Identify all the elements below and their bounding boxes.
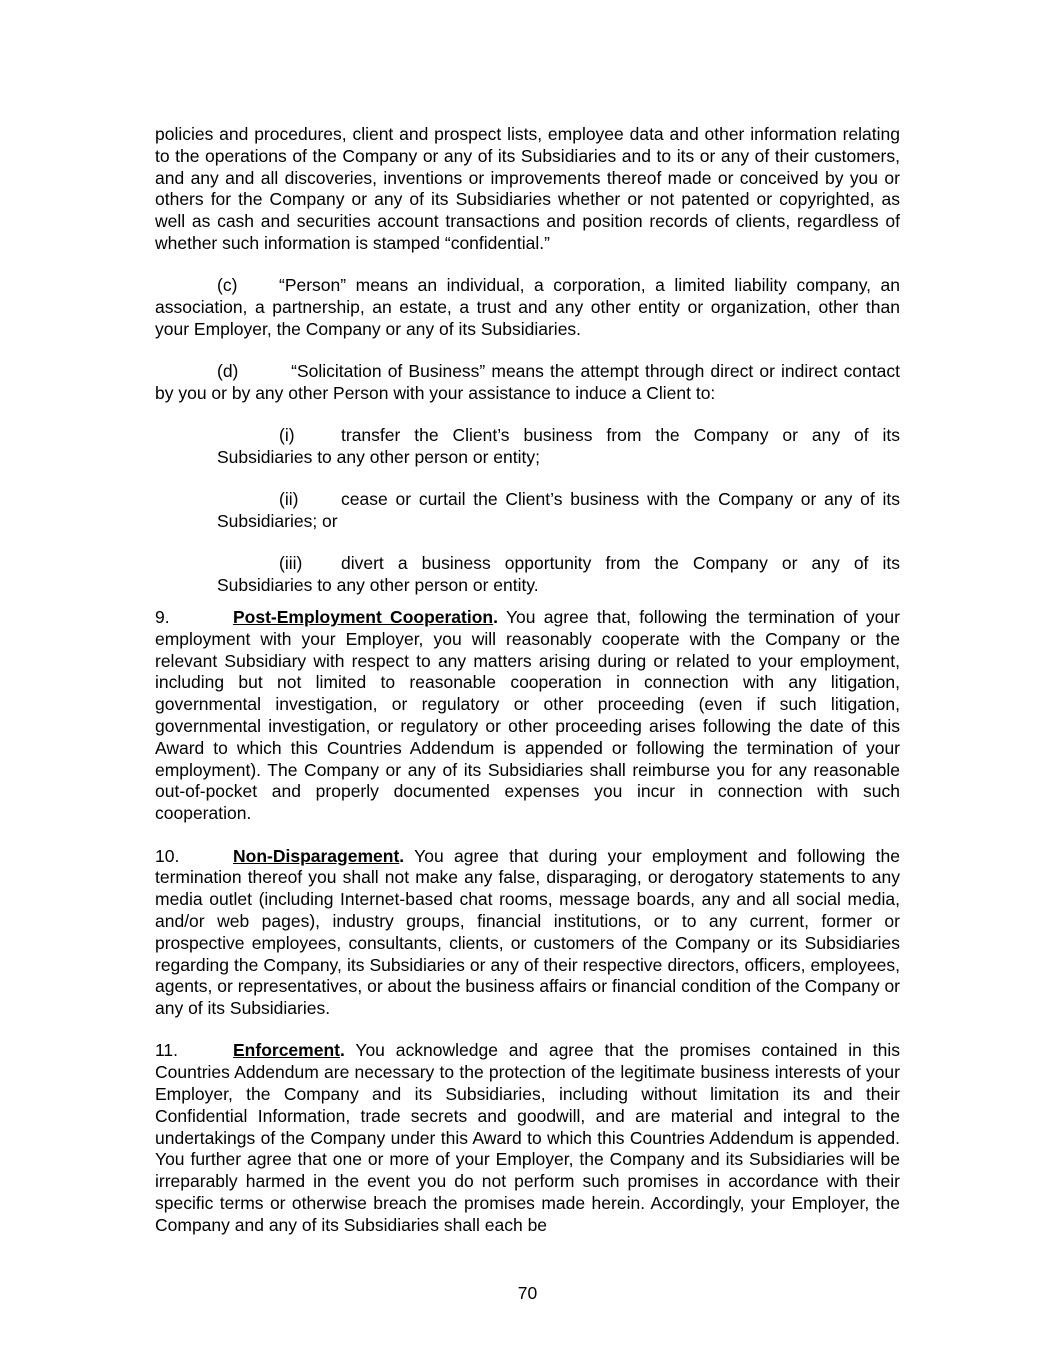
clause-ii xyxy=(217,489,900,533)
page-number: 70 xyxy=(517,1283,538,1303)
section-9-text: You agree that, following the termination of your employment with your Employer, you will reasonably cooperate with the Company or the relevant Subsidiary with respect to any matters arising during or related to your employment, including but not limited to reasonable cooperation in connection with any litigation, governmental investigation, or regulatory or other proceeding (even if such litigation, governmental investigation, or regulatory or other proceeding arises following the date of this Award to which this Countries Addendum is appended or following the termination of your employment). The Company or any of its Subsidiaries shall reimburse you for any reasonable out-of-pocket and properly documented expenses you incur in connection with such cooperation. xyxy=(155,607,900,824)
section-9 xyxy=(155,607,900,825)
section-11-heading-period: . xyxy=(339,1040,345,1061)
clause-i-text: transfer the Client’s business from the Company or any of its Subsidiaries to any other person or entity; xyxy=(217,425,900,468)
paragraph-continued: policies and procedures, client and prospect lists, employee data and other information relating to the operations of the Company or any of its Subsidiaries and to its or any of their customers, and any and all discoveries, inventions or improvements thereof made or conceived by you or others for the Company or any of its Subsidiaries whether or not patented or copyrighted, as well as cash and securities account transactions and position records of clients, regardless of whether such information is stamped “confidential.” xyxy=(155,124,900,253)
section-10-heading-period: . xyxy=(399,845,405,866)
definition-d xyxy=(155,361,900,405)
clause-i-label: (i) xyxy=(279,425,295,446)
section-9-heading: Post-Employment Cooperation xyxy=(233,607,494,628)
definition-d-label: (d) xyxy=(217,361,239,382)
section-11-text: You acknowledge and agree that the promises contained in this Countries Addendum are necessary to the protection of the legitimate business interests of your Employer, the Company and its Subsidiaries, including without limitation its and their Confidential Information, trade secrets and goodwill, and are material and integral to the undertakings of the Company under this Award to which this Countries Addendum is appended. You further agree that one or more of your Employer, the Company and its Subsidiaries will be irreparably harmed in the event you do not perform such promises in accordance with their specific terms or otherwise breach the promises made herein. Accordingly, your Employer, the Company and any of its Subsidiaries shall each be xyxy=(155,1040,900,1235)
section-10-text: You agree that during your employment and following the termination thereof you shall not make any false, disparaging, or derogatory statements to any media outlet (including Internet-based chat rooms, message boards, any and all social media, and/or web pages), industry groups, financial institutions, or to any current, former or prospective employees, consultants, clients, or customers of the Company or its Subsidiaries regarding the Company, its Subsidiaries or any of their respective directors, officers, employees, agents, or representatives, or about the business affairs or financial condition of the Company or any of its Subsidiaries. xyxy=(155,845,900,1019)
definition-c-text: “Person” means an individual, a corporation, a limited liability company, an association, a partnership, an estate, a trust and any other entity or organization, other than your Employer, the Company or any of its Subsidiaries. xyxy=(155,275,900,339)
section-10-number: 10. xyxy=(155,845,180,866)
definition-d-text: “Solicitation of Business” means the attempt through direct or indirect contact by you or by any other Person with your assistance to induce a Client to: xyxy=(155,361,900,403)
section-11-number: 11. xyxy=(155,1040,179,1061)
section-9-heading-period: . xyxy=(493,607,498,628)
document-page xyxy=(155,124,900,1237)
clause-iii xyxy=(217,553,900,597)
clause-ii-text: cease or curtail the Client’s business with the Company or any of its Subsidiaries; or xyxy=(217,489,900,532)
definition-c xyxy=(155,275,900,340)
definition-c-label: (c) xyxy=(217,275,238,296)
clause-ii-label: (ii) xyxy=(279,489,299,510)
section-11-heading: Enforcement xyxy=(233,1040,340,1061)
clause-iii-label: (iii) xyxy=(279,553,303,574)
section-9-number: 9. xyxy=(155,607,170,628)
section-10-heading: Non-Disparagement xyxy=(233,845,400,866)
clause-iii-text: divert a business opportunity from the Company or any of its Subsidiaries to any other person or entity. xyxy=(217,553,900,596)
section-11 xyxy=(155,1040,900,1236)
section-10 xyxy=(155,846,900,1020)
clause-i xyxy=(217,425,900,469)
